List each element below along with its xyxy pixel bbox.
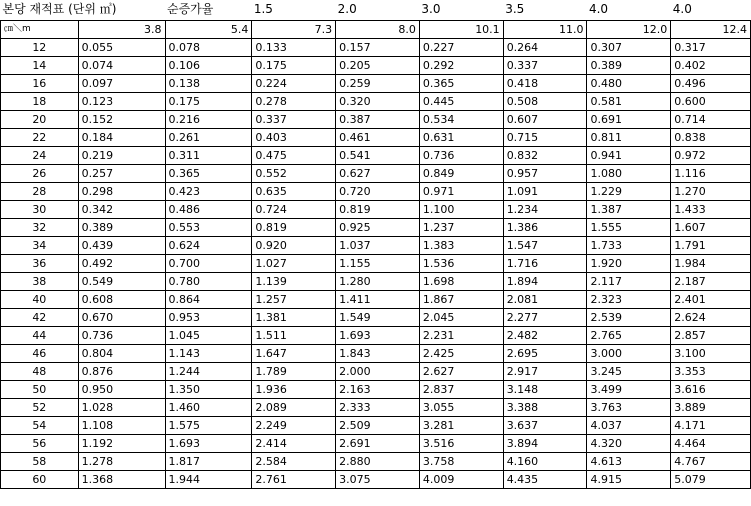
table-row xyxy=(1,182,751,200)
rate-cell[interactable]: 1.5 xyxy=(253,2,273,17)
volume-cell[interactable]: 0.627 xyxy=(336,164,420,182)
volume-cell[interactable]: 4.160 xyxy=(503,452,587,470)
volume-cell[interactable]: 0.307 xyxy=(587,38,671,56)
volume-cell[interactable]: 0.445 xyxy=(419,92,503,110)
table-row xyxy=(1,272,751,290)
volume-cell[interactable]: 4.464 xyxy=(671,434,751,452)
volume-cell[interactable]: 1.575 xyxy=(165,416,252,434)
length-header-cell[interactable]: 12.4 xyxy=(671,20,751,38)
volume-cell[interactable]: 2.045 xyxy=(419,308,503,326)
diameter-cell[interactable]: 58 xyxy=(1,452,79,470)
volume-cell[interactable]: 0.133 xyxy=(252,38,336,56)
volume-cell[interactable]: 0.365 xyxy=(419,74,503,92)
volume-cell[interactable]: 0.418 xyxy=(503,74,587,92)
volume-cell[interactable]: 2.333 xyxy=(336,398,420,416)
volume-cell[interactable]: 2.761 xyxy=(252,470,336,488)
volume-cell[interactable]: 1.733 xyxy=(587,236,671,254)
diameter-cell[interactable]: 14 xyxy=(1,56,79,74)
volume-cell[interactable]: 0.736 xyxy=(78,326,165,344)
volume-cell[interactable]: 3.000 xyxy=(587,344,671,362)
table-row xyxy=(1,218,751,236)
volume-cell[interactable]: 1.257 xyxy=(252,290,336,308)
volume-cell[interactable]: 0.534 xyxy=(419,110,503,128)
volume-cell[interactable]: 3.894 xyxy=(503,434,587,452)
volume-cell[interactable]: 0.624 xyxy=(165,236,252,254)
volume-cell[interactable]: 0.508 xyxy=(503,92,587,110)
volume-cell[interactable]: 0.971 xyxy=(419,182,503,200)
volume-cell[interactable]: 2.857 xyxy=(671,326,751,344)
volume-cell[interactable]: 3.388 xyxy=(503,398,587,416)
volume-cell[interactable]: 2.187 xyxy=(671,272,751,290)
length-header-row xyxy=(1,20,751,38)
diameter-cell[interactable]: 56 xyxy=(1,434,79,452)
volume-cell[interactable]: 3.281 xyxy=(419,416,503,434)
volume-cell[interactable]: 4.767 xyxy=(671,452,751,470)
volume-cell[interactable]: 4.171 xyxy=(671,416,751,434)
volume-cell[interactable]: 3.055 xyxy=(419,398,503,416)
volume-cell[interactable]: 0.157 xyxy=(336,38,420,56)
volume-cell[interactable]: 0.700 xyxy=(165,254,252,272)
volume-cell[interactable]: 3.353 xyxy=(671,362,751,380)
table-row xyxy=(1,200,751,218)
rate-cell[interactable]: 2.0 xyxy=(337,2,357,17)
diameter-cell[interactable]: 52 xyxy=(1,398,79,416)
volume-cell[interactable]: 0.224 xyxy=(252,74,336,92)
volume-cell[interactable]: 1.536 xyxy=(419,254,503,272)
length-header-cell[interactable]: 11.0 xyxy=(503,20,587,38)
table-row xyxy=(1,398,751,416)
volume-cell[interactable]: 2.539 xyxy=(587,308,671,326)
length-header-cell[interactable]: 3.8 xyxy=(78,20,165,38)
volume-cell[interactable]: 0.819 xyxy=(252,218,336,236)
volume-cell[interactable]: 0.492 xyxy=(78,254,165,272)
volume-cell[interactable]: 1.278 xyxy=(78,452,165,470)
table-row xyxy=(1,236,751,254)
table-row xyxy=(1,362,751,380)
table-row xyxy=(1,290,751,308)
diameter-cell[interactable]: 46 xyxy=(1,344,79,362)
table-row xyxy=(1,110,751,128)
diameter-cell[interactable]: 24 xyxy=(1,146,79,164)
volume-cell[interactable]: 3.516 xyxy=(419,434,503,452)
table-row xyxy=(1,380,751,398)
volume-cell[interactable]: 2.917 xyxy=(503,362,587,380)
volume-cell[interactable]: 1.100 xyxy=(419,200,503,218)
volume-cell[interactable]: 1.843 xyxy=(336,344,420,362)
title-row xyxy=(1,0,751,20)
volume-cell[interactable]: 4.009 xyxy=(419,470,503,488)
volume-cell[interactable]: 4.435 xyxy=(503,470,587,488)
volume-cell[interactable]: 2.323 xyxy=(587,290,671,308)
volume-cell[interactable]: 2.401 xyxy=(671,290,751,308)
volume-cell[interactable]: 0.387 xyxy=(336,110,420,128)
volume-cell[interactable]: 2.163 xyxy=(336,380,420,398)
volume-cell[interactable]: 0.876 xyxy=(78,362,165,380)
volume-cell[interactable]: 1.460 xyxy=(165,398,252,416)
table-row xyxy=(1,470,751,488)
volume-cell[interactable]: 5.079 xyxy=(671,470,751,488)
volume-cell[interactable]: 0.804 xyxy=(78,344,165,362)
volume-cell[interactable]: 4.037 xyxy=(587,416,671,434)
diameter-cell[interactable]: 38 xyxy=(1,272,79,290)
volume-cell[interactable]: 1.411 xyxy=(336,290,420,308)
volume-cell[interactable]: 0.819 xyxy=(336,200,420,218)
volume-cell[interactable]: 0.216 xyxy=(165,110,252,128)
volume-cell[interactable]: 1.028 xyxy=(78,398,165,416)
volume-cell[interactable]: 0.106 xyxy=(165,56,252,74)
volume-cell[interactable]: 1.433 xyxy=(671,200,751,218)
volume-cell[interactable]: 0.402 xyxy=(671,56,751,74)
volume-cell[interactable]: 0.439 xyxy=(78,236,165,254)
volume-cell[interactable]: 3.245 xyxy=(587,362,671,380)
volume-cell[interactable]: 1.716 xyxy=(503,254,587,272)
length-header-cell[interactable]: 5.4 xyxy=(165,20,252,38)
diameter-cell[interactable]: 28 xyxy=(1,182,79,200)
volume-cell[interactable]: 0.849 xyxy=(419,164,503,182)
volume-cell[interactable]: 0.552 xyxy=(252,164,336,182)
volume-cell[interactable]: 1.139 xyxy=(252,272,336,290)
volume-cell[interactable]: 0.920 xyxy=(252,236,336,254)
volume-cell[interactable]: 3.889 xyxy=(671,398,751,416)
volume-cell[interactable]: 3.499 xyxy=(587,380,671,398)
volume-cell[interactable]: 0.541 xyxy=(336,146,420,164)
volume-cell[interactable]: 1.270 xyxy=(671,182,751,200)
volume-cell[interactable]: 1.944 xyxy=(165,470,252,488)
diameter-cell[interactable]: 40 xyxy=(1,290,79,308)
volume-cell[interactable]: 3.148 xyxy=(503,380,587,398)
volume-cell[interactable]: 0.123 xyxy=(78,92,165,110)
volume-cell[interactable]: 0.950 xyxy=(78,380,165,398)
table-row xyxy=(1,326,751,344)
table-row xyxy=(1,38,751,56)
diameter-cell[interactable]: 60 xyxy=(1,470,79,488)
volume-cell[interactable]: 1.607 xyxy=(671,218,751,236)
diameter-cell[interactable]: 36 xyxy=(1,254,79,272)
volume-cell[interactable]: 1.350 xyxy=(165,380,252,398)
volume-cell[interactable]: 0.553 xyxy=(165,218,252,236)
corner-label[interactable]: ㎝＼m xyxy=(1,20,79,38)
volume-cell[interactable]: 1.693 xyxy=(336,326,420,344)
volume-cell[interactable]: 0.337 xyxy=(252,110,336,128)
volume-cell[interactable]: 0.257 xyxy=(78,164,165,182)
volume-cell[interactable]: 1.080 xyxy=(587,164,671,182)
volume-cell[interactable]: 0.055 xyxy=(78,38,165,56)
diameter-cell[interactable]: 34 xyxy=(1,236,79,254)
volume-cell[interactable]: 0.691 xyxy=(587,110,671,128)
volume-cell[interactable]: 0.278 xyxy=(252,92,336,110)
table-row xyxy=(1,434,751,452)
volume-cell[interactable]: 0.957 xyxy=(503,164,587,182)
diameter-cell[interactable]: 12 xyxy=(1,38,79,56)
diameter-cell[interactable]: 32 xyxy=(1,218,79,236)
volume-cell[interactable]: 2.231 xyxy=(419,326,503,344)
volume-cell[interactable]: 0.941 xyxy=(587,146,671,164)
table-row xyxy=(1,56,751,74)
volume-cell[interactable]: 0.423 xyxy=(165,182,252,200)
diameter-cell[interactable]: 30 xyxy=(1,200,79,218)
volume-cell[interactable]: 1.791 xyxy=(671,236,751,254)
length-header-cell[interactable]: 10.1 xyxy=(419,20,503,38)
volume-cell[interactable]: 0.259 xyxy=(336,74,420,92)
volume-cell[interactable]: 0.832 xyxy=(503,146,587,164)
volume-cell[interactable]: 3.100 xyxy=(671,344,751,362)
volume-cell[interactable]: 1.280 xyxy=(336,272,420,290)
volume-cell[interactable]: 1.920 xyxy=(587,254,671,272)
volume-cell[interactable]: 0.389 xyxy=(78,218,165,236)
volume-cell[interactable]: 0.152 xyxy=(78,110,165,128)
diameter-cell[interactable]: 26 xyxy=(1,164,79,182)
volume-cell[interactable]: 1.108 xyxy=(78,416,165,434)
volume-cell[interactable]: 1.698 xyxy=(419,272,503,290)
volume-cell[interactable]: 0.720 xyxy=(336,182,420,200)
diameter-cell[interactable]: 18 xyxy=(1,92,79,110)
volume-cell[interactable]: 1.789 xyxy=(252,362,336,380)
volume-cell[interactable]: 2.081 xyxy=(503,290,587,308)
diameter-cell[interactable]: 20 xyxy=(1,110,79,128)
volume-cell[interactable]: 2.627 xyxy=(419,362,503,380)
volume-cell[interactable]: 1.894 xyxy=(503,272,587,290)
volume-cell[interactable]: 0.320 xyxy=(336,92,420,110)
volume-cell[interactable]: 3.637 xyxy=(503,416,587,434)
volume-cell[interactable]: 0.600 xyxy=(671,92,751,110)
volume-cell[interactable]: 0.635 xyxy=(252,182,336,200)
table-row xyxy=(1,74,751,92)
volume-cell[interactable]: 2.624 xyxy=(671,308,751,326)
diameter-cell[interactable]: 50 xyxy=(1,380,79,398)
table-row xyxy=(1,146,751,164)
table-row xyxy=(1,128,751,146)
volume-cell[interactable]: 1.386 xyxy=(503,218,587,236)
volume-cell[interactable]: 1.116 xyxy=(671,164,751,182)
volume-cell[interactable]: 0.480 xyxy=(587,74,671,92)
volume-cell[interactable]: 0.715 xyxy=(503,128,587,146)
volume-cell[interactable]: 2.414 xyxy=(252,434,336,452)
volume-cell[interactable]: 1.027 xyxy=(252,254,336,272)
volume-cell[interactable]: 2.000 xyxy=(336,362,420,380)
volume-cell[interactable]: 0.175 xyxy=(252,56,336,74)
volume-cell[interactable]: 4.613 xyxy=(587,452,671,470)
volume-cell[interactable]: 1.387 xyxy=(587,200,671,218)
length-header-cell[interactable]: 12.0 xyxy=(587,20,671,38)
volume-cell[interactable]: 0.261 xyxy=(165,128,252,146)
volume-cell[interactable]: 1.511 xyxy=(252,326,336,344)
volume-cell[interactable]: 4.320 xyxy=(587,434,671,452)
volume-cell[interactable]: 1.244 xyxy=(165,362,252,380)
volume-cell[interactable]: 0.461 xyxy=(336,128,420,146)
diameter-cell[interactable]: 22 xyxy=(1,128,79,146)
volume-cell[interactable]: 0.227 xyxy=(419,38,503,56)
volume-cell[interactable]: 1.693 xyxy=(165,434,252,452)
volume-cell[interactable]: 0.342 xyxy=(78,200,165,218)
volume-cell[interactable]: 0.607 xyxy=(503,110,587,128)
volume-cell[interactable]: 0.337 xyxy=(503,56,587,74)
volume-cell[interactable]: 0.724 xyxy=(252,200,336,218)
volume-cell[interactable]: 2.880 xyxy=(336,452,420,470)
volume-cell[interactable]: 3.758 xyxy=(419,452,503,470)
volume-cell[interactable]: 0.608 xyxy=(78,290,165,308)
volume-cell[interactable]: 0.389 xyxy=(587,56,671,74)
volume-cell[interactable]: 0.264 xyxy=(503,38,587,56)
rate-cell[interactable]: 3.0 xyxy=(421,2,441,17)
volume-cell[interactable]: 1.984 xyxy=(671,254,751,272)
volume-cell[interactable]: 3.075 xyxy=(336,470,420,488)
volume-cell[interactable]: 0.736 xyxy=(419,146,503,164)
volume-cell[interactable]: 0.811 xyxy=(587,128,671,146)
volume-cell[interactable]: 2.509 xyxy=(336,416,420,434)
volume-cell[interactable]: 3.763 xyxy=(587,398,671,416)
volume-cell[interactable]: 1.647 xyxy=(252,344,336,362)
volume-cell[interactable]: 1.549 xyxy=(336,308,420,326)
volume-cell[interactable]: 3.616 xyxy=(671,380,751,398)
volume-cell[interactable]: 0.219 xyxy=(78,146,165,164)
volume-cell[interactable]: 2.695 xyxy=(503,344,587,362)
volume-cell[interactable]: 1.368 xyxy=(78,470,165,488)
volume-cell[interactable]: 1.237 xyxy=(419,218,503,236)
diameter-cell[interactable]: 44 xyxy=(1,326,79,344)
volume-cell[interactable]: 2.277 xyxy=(503,308,587,326)
volume-cell[interactable]: 1.091 xyxy=(503,182,587,200)
volume-cell[interactable]: 0.403 xyxy=(252,128,336,146)
table-row xyxy=(1,164,751,182)
volume-cell[interactable]: 0.838 xyxy=(671,128,751,146)
volume-cell[interactable]: 1.936 xyxy=(252,380,336,398)
volume-cell[interactable]: 0.078 xyxy=(165,38,252,56)
volume-cell[interactable]: 0.292 xyxy=(419,56,503,74)
volume-cell[interactable]: 2.837 xyxy=(419,380,503,398)
volume-cell[interactable]: 0.184 xyxy=(78,128,165,146)
volume-cell[interactable]: 0.953 xyxy=(165,308,252,326)
volume-cell[interactable]: 0.365 xyxy=(165,164,252,182)
volume-cell[interactable]: 4.915 xyxy=(587,470,671,488)
volume-cell[interactable]: 2.765 xyxy=(587,326,671,344)
length-header-cell[interactable]: 8.0 xyxy=(336,20,420,38)
volume-cell[interactable]: 0.581 xyxy=(587,92,671,110)
volume-cell[interactable]: 0.925 xyxy=(336,218,420,236)
volume-cell[interactable]: 1.817 xyxy=(165,452,252,470)
diameter-cell[interactable]: 42 xyxy=(1,308,79,326)
table-row xyxy=(1,308,751,326)
volume-cell[interactable]: 1.037 xyxy=(336,236,420,254)
volume-cell[interactable]: 2.482 xyxy=(503,326,587,344)
volume-cell[interactable]: 0.205 xyxy=(336,56,420,74)
volume-cell[interactable]: 2.584 xyxy=(252,452,336,470)
volume-cell[interactable]: 1.234 xyxy=(503,200,587,218)
diameter-cell[interactable]: 54 xyxy=(1,416,79,434)
volume-cell[interactable]: 0.317 xyxy=(671,38,751,56)
volume-cell[interactable]: 2.425 xyxy=(419,344,503,362)
volume-cell[interactable]: 1.867 xyxy=(419,290,503,308)
volume-cell[interactable]: 1.381 xyxy=(252,308,336,326)
diameter-cell[interactable]: 48 xyxy=(1,362,79,380)
volume-cell[interactable]: 0.486 xyxy=(165,200,252,218)
volume-cell[interactable]: 0.074 xyxy=(78,56,165,74)
volume-cell[interactable]: 1.192 xyxy=(78,434,165,452)
volume-cell[interactable]: 0.714 xyxy=(671,110,751,128)
volume-cell[interactable]: 1.555 xyxy=(587,218,671,236)
volume-cell[interactable]: 1.143 xyxy=(165,344,252,362)
volume-cell[interactable]: 2.117 xyxy=(587,272,671,290)
volume-cell[interactable]: 0.311 xyxy=(165,146,252,164)
sheet-title[interactable]: 본당 재적표 (단위 ㎥) xyxy=(2,2,117,17)
volume-cell[interactable]: 1.155 xyxy=(336,254,420,272)
table-row xyxy=(1,344,751,362)
rate-cell[interactable]: 4.0 xyxy=(588,2,609,17)
volume-cell[interactable]: 0.138 xyxy=(165,74,252,92)
volume-cell[interactable]: 0.780 xyxy=(165,272,252,290)
table-row xyxy=(1,254,751,272)
volume-cell[interactable]: 0.475 xyxy=(252,146,336,164)
volume-cell[interactable]: 1.383 xyxy=(419,236,503,254)
table-row xyxy=(1,92,751,110)
volume-cell[interactable]: 1.229 xyxy=(587,182,671,200)
volume-cell[interactable]: 0.631 xyxy=(419,128,503,146)
diameter-cell[interactable]: 16 xyxy=(1,74,79,92)
volume-cell[interactable]: 0.298 xyxy=(78,182,165,200)
volume-cell[interactable]: 0.175 xyxy=(165,92,252,110)
volume-cell[interactable]: 1.547 xyxy=(503,236,587,254)
volume-cell[interactable]: 2.691 xyxy=(336,434,420,452)
table-row xyxy=(1,452,751,470)
volume-cell[interactable]: 0.670 xyxy=(78,308,165,326)
rate-cell[interactable]: 3.5 xyxy=(505,2,525,17)
volume-cell[interactable]: 0.972 xyxy=(671,146,751,164)
table-row xyxy=(1,416,751,434)
volume-cell[interactable]: 2.089 xyxy=(252,398,336,416)
rate-label[interactable]: 순증가율 xyxy=(167,2,214,17)
volume-cell[interactable]: 0.496 xyxy=(671,74,751,92)
length-header-cell[interactable]: 7.3 xyxy=(252,20,336,38)
rate-cell[interactable]: 4.0 xyxy=(672,2,692,17)
volume-cell[interactable]: 0.549 xyxy=(78,272,165,290)
volume-cell[interactable]: 0.097 xyxy=(78,74,165,92)
volume-cell[interactable]: 0.864 xyxy=(165,290,252,308)
volume-cell[interactable]: 1.045 xyxy=(165,326,252,344)
volume-cell[interactable]: 2.249 xyxy=(252,416,336,434)
